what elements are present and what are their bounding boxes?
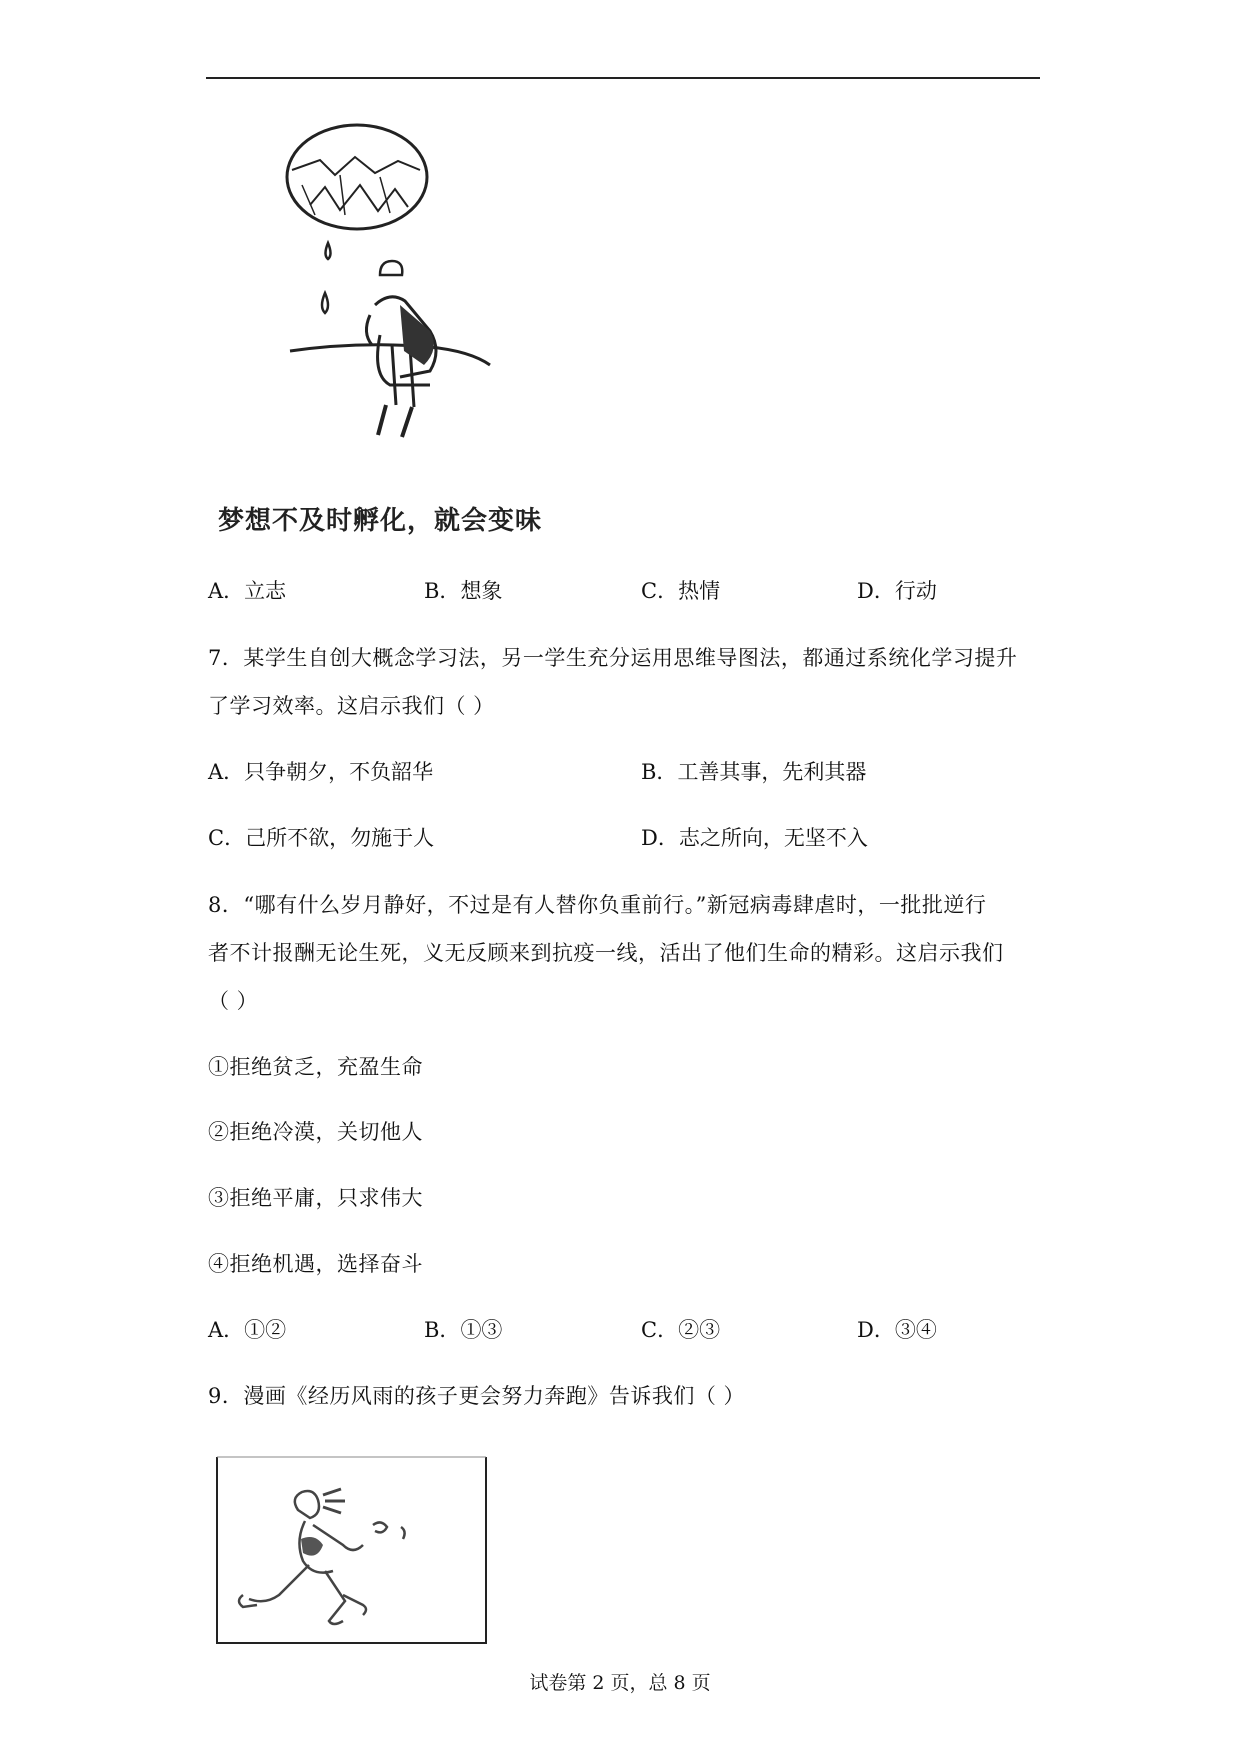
q9-stem-line-1: 9．漫画《经历风雨的孩子更会努力奔跑》告诉我们（ ） xyxy=(208,1384,746,1408)
q8-stem-line-2: 者不计报酬无论生死，义无反顾来到抗疫一线，活出了他们生命的精彩。这启示我们 xyxy=(208,941,1004,965)
option-text: 热情 xyxy=(678,579,721,603)
option-label: D． xyxy=(857,1318,895,1342)
q8-option-b[interactable] xyxy=(424,1315,502,1345)
option-text: 己所不欲，勿施于人 xyxy=(245,826,435,850)
q6-option-b[interactable] xyxy=(424,576,502,606)
option-text: 只争朝夕，不负韶华 xyxy=(244,760,434,784)
option-text: 行动 xyxy=(894,579,937,603)
option-label: B． xyxy=(424,579,461,603)
option-text: ①③ xyxy=(460,1318,503,1342)
option-text: ①② xyxy=(244,1318,287,1342)
page-footer: 试卷第 2 页，总 8 页 xyxy=(529,1672,711,1694)
q6-option-c[interactable] xyxy=(641,576,720,606)
q8-option-d[interactable] xyxy=(857,1315,937,1345)
option-label: A． xyxy=(208,579,245,603)
option-label: B． xyxy=(641,760,678,784)
option-label: B． xyxy=(424,1318,461,1342)
q8-stem-line-1: 8．“哪有什么岁月静好，不过是有人替你负重前行。”新冠病毒肆虐时，一批批逆行 xyxy=(208,893,987,917)
q6-option-a[interactable] xyxy=(208,576,286,606)
option-label: D． xyxy=(641,826,679,850)
q7-option-a[interactable] xyxy=(208,757,433,787)
q7-option-c[interactable] xyxy=(208,823,434,853)
option-text: 想象 xyxy=(460,579,503,603)
option-text: 志之所向，无坚不入 xyxy=(678,826,868,850)
option-text: ③④ xyxy=(894,1318,937,1342)
q8-statement-4: ④拒绝机遇，选择奋斗 xyxy=(208,1252,423,1276)
cartoon-cracked-egg-image xyxy=(280,115,540,465)
q8-statement-1: ①拒绝贫乏，充盈生命 xyxy=(208,1055,423,1079)
option-label: C． xyxy=(641,1318,679,1342)
option-label: C． xyxy=(641,579,679,603)
q7-option-b[interactable] xyxy=(641,757,866,787)
option-text: 立志 xyxy=(244,579,287,603)
q8-stem-line-3: （ ） xyxy=(208,989,259,1013)
q7-stem-line-1: 7．某学生自创大概念学习法，另一学生充分运用思维导图法，都通过系统化学习提升 xyxy=(208,646,1018,670)
figure-caption: 梦想不及时孵化，就会变味 xyxy=(218,506,543,536)
option-label: A． xyxy=(208,1318,245,1342)
q8-statement-2: ②拒绝冷漠，关切他人 xyxy=(208,1120,423,1144)
q8-option-a[interactable] xyxy=(208,1315,286,1345)
q7-stem-line-2: 了学习效率。这启示我们（ ） xyxy=(208,694,495,718)
option-label: A． xyxy=(208,760,245,784)
q6-option-d[interactable] xyxy=(857,576,937,606)
option-text: ②③ xyxy=(678,1318,721,1342)
cartoon-running-child-image xyxy=(213,1455,493,1647)
option-label: D． xyxy=(857,579,895,603)
q8-option-c[interactable] xyxy=(641,1315,720,1345)
option-label: C． xyxy=(208,826,246,850)
q7-option-d[interactable] xyxy=(641,823,868,853)
option-text: 工善其事，先利其器 xyxy=(677,760,867,784)
header-rule xyxy=(206,77,1040,79)
q8-statement-3: ③拒绝平庸，只求伟大 xyxy=(208,1186,423,1210)
